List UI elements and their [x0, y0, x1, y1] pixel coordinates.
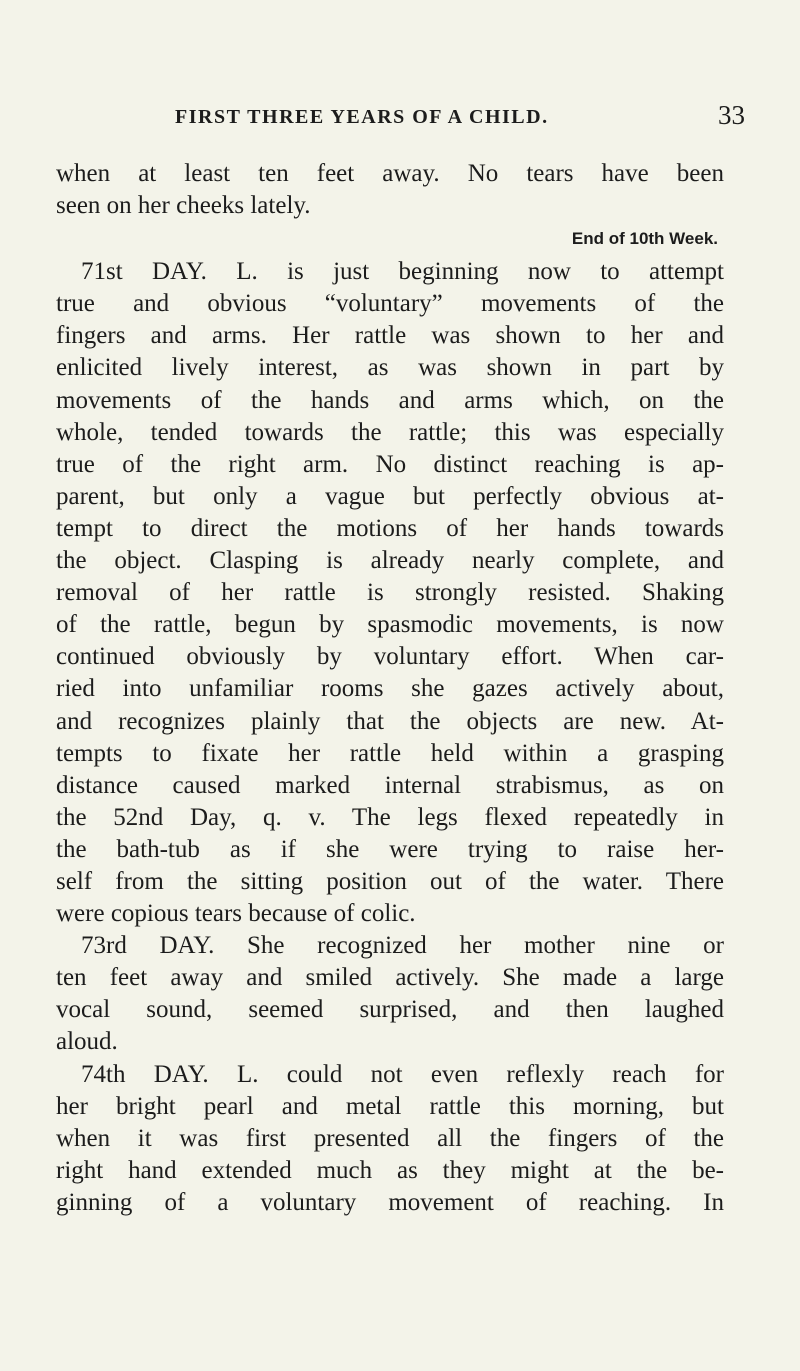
text-line: true of the right arm. No distinct reaching is ap- — [56, 450, 724, 478]
text-line: her bright pearl and metal rattle this morning, but — [56, 1092, 724, 1120]
text-line: vocal sound, seemed surprised, and then laughed — [56, 996, 724, 1024]
running-title: FIRST THREE YEARS OF A CHILD. — [175, 106, 549, 128]
paragraph — [56, 158, 724, 222]
paragraph — [56, 1059, 724, 1219]
text-line: seen on her cheeks lately. — [56, 192, 311, 220]
text-line: removal of her rattle is strongly resisted. Shaking — [56, 579, 724, 607]
text-line: aloud. — [56, 1028, 118, 1056]
text-line: of the rattle, begun by spasmodic movements, is now — [56, 611, 724, 639]
paragraph — [56, 930, 724, 1058]
text-line: movements of the hands and arms which, on the — [56, 386, 724, 414]
page-number: 33 — [718, 100, 745, 130]
text-line: when it was first presented all the fingers of the — [56, 1124, 724, 1152]
text-line: fingers and arms. Her rattle was shown to her and — [56, 322, 724, 350]
text-line: tempts to fixate her rattle held within a grasping — [56, 739, 724, 767]
text-line: 71st DAY. L. is just beginning now to attempt — [81, 258, 724, 286]
text-line: 74th DAY. L. could not even reflexly reach for — [81, 1060, 724, 1088]
text-line: self from the sitting position out of the water. There — [56, 867, 724, 895]
text-line: parent, but only a vague but perfectly obvious at- — [56, 482, 724, 510]
text-line: when at least ten feet away. No tears have been — [56, 160, 724, 187]
text-line: and recognizes plainly that the objects are new. At- — [56, 707, 724, 735]
text-line: the 52nd Day, q. v. The legs flexed repeatedly in — [56, 803, 724, 831]
text-line: enlicited lively interest, as was shown in part by — [56, 354, 724, 382]
text-line: ginning of a voluntary movement of reaching. In — [56, 1188, 724, 1216]
text-line: the object. Clasping is already nearly complete, and — [56, 547, 724, 575]
text-line: distance caused marked internal strabismus, as on — [56, 771, 724, 799]
text-line: ten feet away and smiled actively. She made a large — [56, 964, 724, 992]
section-mark: End of 10th Week. — [571, 229, 718, 249]
text-line: tempt to direct the motions of her hands towards — [56, 514, 724, 542]
paragraph — [56, 256, 724, 930]
text-line: continued obviously by voluntary effort. When car- — [56, 643, 724, 671]
text-line: whole, tended towards the rattle; this was especially — [56, 418, 724, 446]
text-line: right hand extended much as they might at the be- — [56, 1156, 724, 1184]
text-line: 73rd DAY. She recognized her mother nine or — [81, 932, 724, 960]
text-line: the bath-tub as if she were trying to raise her- — [56, 835, 724, 863]
body-text — [56, 158, 724, 1219]
text-line: ried into unfamiliar rooms she gazes actively about, — [56, 675, 724, 703]
running-head — [60, 100, 745, 140]
text-line: were copious tears because of colic. — [56, 900, 416, 928]
text-line: true and obvious “voluntary” movements of the — [56, 290, 724, 318]
